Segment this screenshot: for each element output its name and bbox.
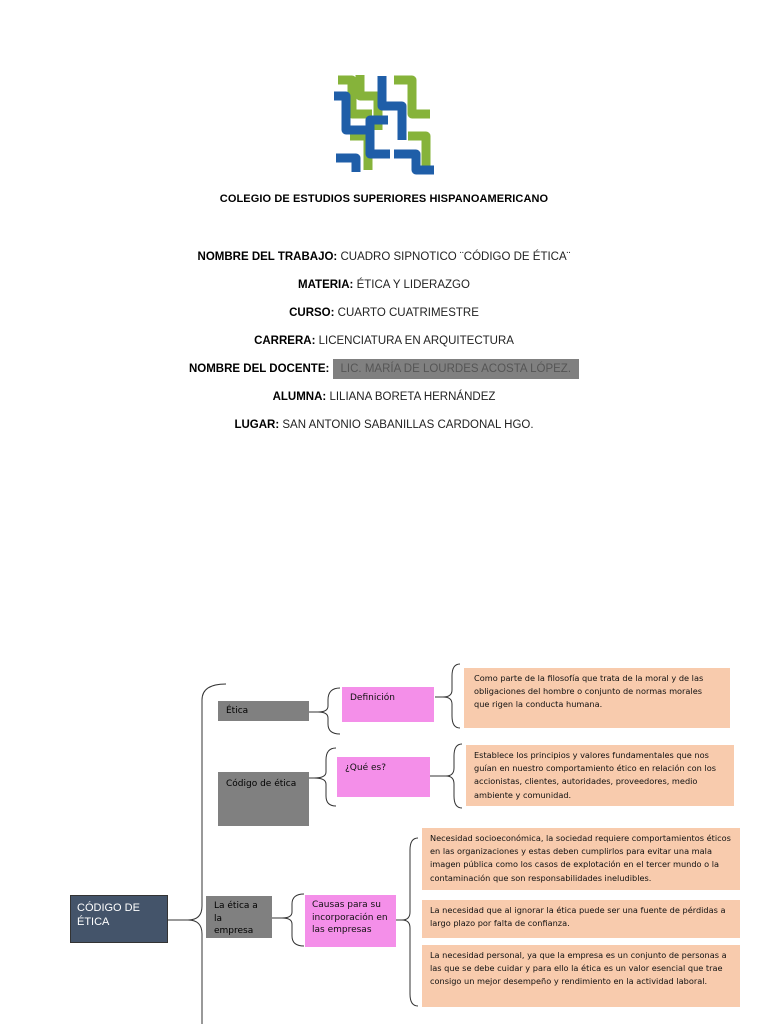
info-value: ÉTICA Y LIDERAZGO bbox=[356, 279, 470, 291]
info-label: LUGAR: bbox=[234, 419, 280, 431]
text-causa-3: La necesidad personal, ya que la empresa es un conjunto de personas a las que se debe cuidar y para ello la ética es un valor esencial que trae consigo un mejor desempeño y rendimiento en la actividad laboral. bbox=[422, 945, 740, 1007]
node-definicion: Definición bbox=[342, 687, 434, 722]
info-label: MATERIA: bbox=[298, 279, 354, 291]
info-label: NOMBRE DEL DOCENTE: bbox=[188, 363, 330, 375]
info-label: CARRERA: bbox=[254, 335, 316, 347]
chart-root: CÓDIGO DE ÉTICA bbox=[70, 895, 168, 943]
info-value: LIC. MARÍA DE LOURDES ACOSTA LÓPEZ. bbox=[333, 359, 580, 379]
text-definicion: Como parte de la filosofía que trata de la moral y de las obligaciones del hombre o conjunto de normas morales que rigen la conducta humana. bbox=[464, 668, 730, 728]
info-value: CUARTO CUATRIMESTRE bbox=[337, 307, 479, 319]
text-causa-1: Necesidad socioeconómica, la sociedad requiere comportamientos éticos en las organizaciones y estas deben cumplirlos para evitar una mala imagen pública como los casos de explotación en el tercer mundo o la contaminación que son responsabilidades ineludibles. bbox=[422, 828, 740, 890]
info-value: LICENCIATURA EN ARQUITECTURA bbox=[318, 335, 514, 347]
school-name: COLEGIO DE ESTUDIOS SUPERIORES HISPANOAMERICANO bbox=[219, 193, 549, 205]
node-codigo: Código de ética bbox=[218, 772, 309, 826]
info-label: CURSO: bbox=[289, 307, 335, 319]
node-causas: Causas para su incorporación en las empresas bbox=[305, 895, 396, 947]
info-label: NOMBRE DEL TRABAJO: bbox=[197, 251, 338, 263]
node-que-es: ¿Qué es? bbox=[337, 757, 430, 797]
node-empresa: La ética a la empresa bbox=[206, 896, 272, 938]
info-value: LILIANA BORETA HERNÁNDEZ bbox=[329, 391, 496, 403]
info-value: CUADRO SIPNOTICO ¨CÓDIGO DE ÉTICA¨ bbox=[340, 251, 571, 263]
text-causa-2: La necesidad que al ignorar la ética puede ser una fuente de pérdidas a largo plazo por falta de confianza. bbox=[422, 900, 740, 938]
node-etica: Ética bbox=[218, 701, 309, 721]
info-value: SAN ANTONIO SABANILLAS CARDONAL HGO. bbox=[282, 419, 534, 431]
text-que-es: Establece los principios y valores fundamentales que nos guían en nuestro comportamiento ético en relación con los accionistas, clientes, autoridades, proveedores, medio ambiente y comunidad. bbox=[466, 745, 734, 806]
info-label: ALUMNA: bbox=[272, 391, 327, 403]
